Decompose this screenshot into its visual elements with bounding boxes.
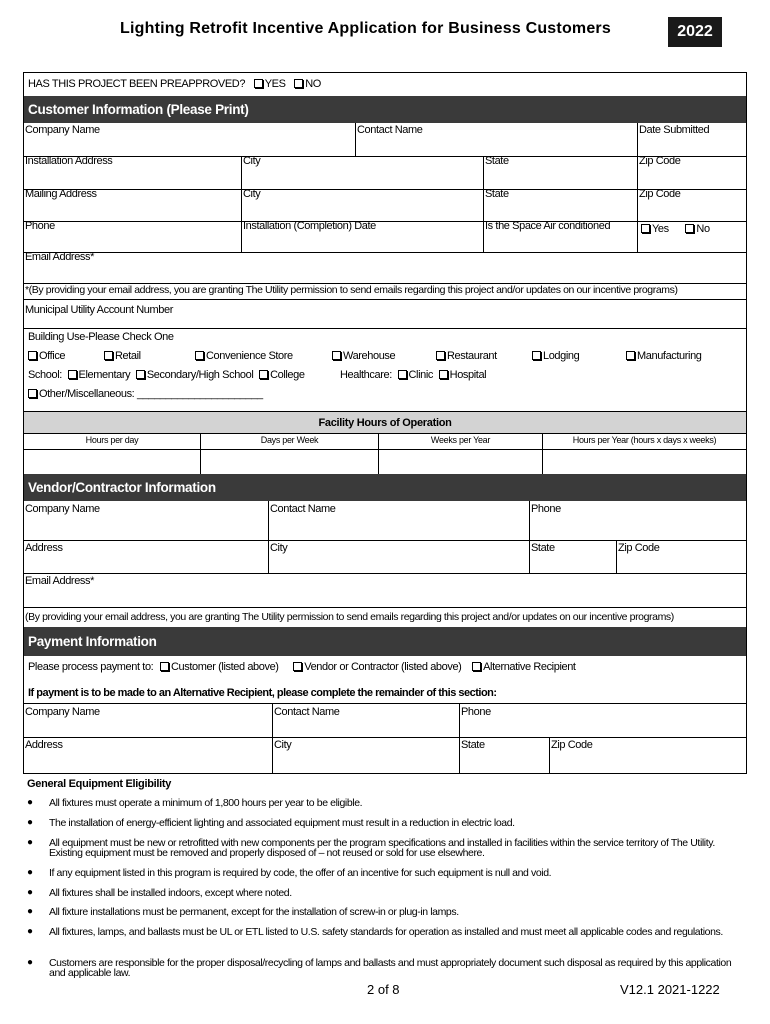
vendor-email-consent-note: (By providing your email address, you are granting The Utility permission to send emails regarding this project and/or updates on our incentive programs) bbox=[25, 611, 674, 623]
alt-phone-label: Phone bbox=[461, 706, 491, 718]
restaurant-checkbox[interactable] bbox=[436, 351, 445, 360]
bullet-icon: ● bbox=[27, 817, 33, 828]
hours-per-day-field[interactable] bbox=[25, 450, 199, 473]
bullet-icon: ● bbox=[27, 926, 33, 937]
air-conditioned-no-checkbox[interactable] bbox=[685, 224, 694, 233]
alt-state-label: State bbox=[461, 739, 485, 751]
building-use-office bbox=[28, 350, 65, 362]
eligibility-item: ● All fixture installations must be permanent, except for the installation of screw-in or plug-in lamps. bbox=[27, 906, 459, 918]
retail-checkbox[interactable] bbox=[104, 351, 113, 360]
customer-contact-field[interactable] bbox=[357, 124, 636, 155]
office-checkbox[interactable] bbox=[28, 351, 37, 360]
elementary-label: Elementary bbox=[78, 369, 131, 381]
office-label: Office bbox=[39, 350, 66, 362]
bullet-icon: ● bbox=[27, 906, 33, 917]
other-checkbox[interactable] bbox=[28, 389, 37, 398]
customer-phone-field[interactable] bbox=[25, 222, 240, 251]
secondary-school-checkbox[interactable] bbox=[136, 370, 145, 379]
air-conditioned-yes-checkbox[interactable] bbox=[641, 224, 650, 233]
vendor-phone-field[interactable] bbox=[531, 503, 745, 539]
preapproval-yes-checkbox[interactable] bbox=[254, 79, 263, 88]
customer-email-field[interactable] bbox=[25, 253, 745, 282]
manufacturing-checkbox[interactable] bbox=[626, 351, 635, 360]
manufacturing-label: Manufacturing bbox=[637, 350, 702, 362]
retail-label: Retail bbox=[115, 350, 141, 362]
eligibility-item: ● All fixtures must operate a minimum of 1,800 hours per year to be eligible. bbox=[27, 797, 363, 809]
installation-zip-label: Zip Code bbox=[639, 155, 681, 167]
bullet-icon: ● bbox=[27, 867, 33, 878]
pay-vendor-label: Vendor or Contractor (listed above) bbox=[304, 661, 462, 673]
installation-address-field[interactable] bbox=[25, 157, 240, 188]
hours-per-year-label: Hours per Year (hours x days x weeks) bbox=[572, 435, 717, 445]
alt-city-label: City bbox=[274, 739, 292, 751]
hours-per-day-label: Hours per day bbox=[85, 435, 139, 445]
building-use-warehouse bbox=[332, 350, 395, 362]
vendor-email-label: Email Address* bbox=[25, 575, 94, 587]
eligibility-item: ● Customers are responsible for the proper disposal/recycling of lamps and ballasts and must appropriately document such disposal as required by this application and applicable law. bbox=[27, 957, 732, 979]
warehouse-checkbox[interactable] bbox=[332, 351, 341, 360]
air-conditioned-yes-label: Yes bbox=[652, 223, 669, 235]
restaurant-label: Restaurant bbox=[447, 350, 497, 362]
bullet-icon: ● bbox=[27, 837, 33, 848]
vendor-zip-field[interactable] bbox=[618, 541, 745, 572]
vendor-state-field[interactable] bbox=[531, 541, 615, 572]
eligibility-item: ● If any equipment listed in this program is required by code, the offer of an incentive for such equipment is null and void. bbox=[27, 867, 552, 879]
eligibility-item: ● The installation of energy-efficient lighting and associated equipment must result in a reduction in electric load. bbox=[27, 817, 515, 829]
air-conditioned-label: Is the Space Air conditioned bbox=[485, 220, 611, 232]
clinic-label: Clinic bbox=[408, 369, 434, 381]
installation-state-field[interactable] bbox=[485, 157, 636, 188]
mailing-address-field[interactable] bbox=[25, 190, 240, 220]
page-number: 2 of 8 bbox=[367, 982, 400, 997]
days-per-week-field[interactable] bbox=[202, 450, 377, 473]
mailing-state-label: State bbox=[485, 188, 509, 200]
mailing-state-field[interactable] bbox=[485, 190, 636, 220]
preapproval-yes-label: YES bbox=[264, 78, 286, 90]
preapproval-question: HAS THIS PROJECT BEEN PREAPPROVED? bbox=[28, 78, 246, 90]
bullet-icon: ● bbox=[27, 957, 33, 968]
alt-zip-label: Zip Code bbox=[551, 739, 593, 751]
healthcare-label: Healthcare: bbox=[340, 369, 392, 381]
installation-zip-field[interactable] bbox=[639, 157, 744, 188]
air-conditioned-no-label: No bbox=[696, 223, 710, 235]
alt-contact-field[interactable] bbox=[274, 705, 458, 736]
customer-company-label: Company Name bbox=[25, 124, 100, 136]
vendor-phone-label: Phone bbox=[531, 503, 561, 515]
vendor-state-label: State bbox=[531, 542, 555, 554]
mailing-zip-field[interactable] bbox=[639, 190, 744, 220]
installation-address-label: Installation Address bbox=[25, 155, 113, 167]
alt-city-field[interactable] bbox=[274, 738, 458, 773]
customer-section-header: Customer Information (Please Print) bbox=[24, 96, 746, 123]
mailing-zip-label: Zip Code bbox=[639, 188, 681, 200]
hours-per-year-field[interactable] bbox=[544, 450, 745, 473]
eligibility-title: General Equipment Eligibility bbox=[27, 778, 172, 790]
school-label: School: bbox=[28, 369, 62, 381]
alt-state-field[interactable] bbox=[461, 738, 548, 773]
secondary-school-label: Secondary/High School bbox=[146, 369, 254, 381]
version-label: V12.1 2021-1222 bbox=[620, 982, 720, 997]
building-use-retail bbox=[104, 350, 141, 362]
mailing-address-label: Mailing Address bbox=[25, 188, 97, 200]
vendor-company-label: Company Name bbox=[25, 503, 100, 515]
school-options bbox=[28, 369, 305, 381]
payment-prompt: Please process payment to: bbox=[28, 661, 154, 673]
preapproval-no-label: NO bbox=[305, 78, 321, 90]
alt-zip-field[interactable] bbox=[551, 738, 745, 773]
customer-company-field[interactable] bbox=[25, 124, 354, 155]
eligibility-item: ● All fixtures, lamps, and ballasts must be UL or ETL listed to U.S. safety standards for operation as installed and must meet all applicable codes and regulations. bbox=[27, 926, 723, 938]
alt-phone-field[interactable] bbox=[461, 705, 745, 736]
vendor-zip-label: Zip Code bbox=[618, 542, 660, 554]
eligibility-item: ● All equipment must be new or retrofitted with new components per the program specifications and installed in facilities within the service territory of The Utility. Existing equipment must be removed and properly disposed of – not reused or sold for use elsewhere. bbox=[27, 837, 715, 859]
building-use-manufacturing bbox=[626, 350, 702, 362]
application-form bbox=[23, 72, 747, 774]
payment-section-header: Payment Information bbox=[24, 627, 746, 656]
hospital-label: Hospital bbox=[449, 369, 487, 381]
customer-phone-label: Phone bbox=[25, 220, 55, 232]
hospital-checkbox[interactable] bbox=[439, 370, 448, 379]
date-submitted-field[interactable] bbox=[639, 124, 744, 155]
eligibility-item: ● All fixtures shall be installed indoors, except where noted. bbox=[27, 887, 292, 899]
lodging-checkbox[interactable] bbox=[532, 351, 541, 360]
vendor-address-field[interactable] bbox=[25, 541, 267, 572]
vendor-company-field[interactable] bbox=[25, 503, 267, 539]
installation-date-field[interactable] bbox=[243, 222, 482, 251]
weeks-per-year-label: Weeks per Year bbox=[430, 435, 491, 445]
vendor-address-label: Address bbox=[25, 542, 63, 554]
lodging-label: Lodging bbox=[543, 350, 580, 362]
vendor-contact-field[interactable] bbox=[270, 503, 528, 539]
convenience-store-checkbox[interactable] bbox=[195, 351, 204, 360]
alt-company-field[interactable] bbox=[25, 705, 271, 736]
customer-email-label: Email Address* bbox=[25, 251, 94, 263]
clinic-checkbox[interactable] bbox=[398, 370, 407, 379]
healthcare-options bbox=[340, 369, 486, 381]
installation-city-field[interactable] bbox=[243, 157, 482, 188]
vendor-email-field[interactable] bbox=[25, 574, 745, 606]
other-label[interactable]: Other/Miscellaneous: ______________________ bbox=[39, 388, 263, 400]
utility-account-field[interactable] bbox=[25, 300, 745, 327]
facility-hours-header: Facility Hours of Operation bbox=[24, 411, 746, 434]
customer-contact-label: Contact Name bbox=[357, 124, 423, 136]
mailing-city-field[interactable] bbox=[243, 190, 482, 220]
payment-options-row bbox=[28, 661, 576, 673]
utility-account-label: Municipal Utility Account Number bbox=[25, 304, 173, 316]
installation-city-label: City bbox=[243, 155, 261, 167]
college-checkbox[interactable] bbox=[259, 370, 268, 379]
preapproval-no-checkbox[interactable] bbox=[294, 79, 303, 88]
weeks-per-year-field[interactable] bbox=[380, 450, 541, 473]
installation-state-label: State bbox=[485, 155, 509, 167]
air-conditioned-options bbox=[641, 223, 710, 235]
building-use-title: Building Use-Please Check One bbox=[28, 331, 174, 343]
pay-vendor-checkbox[interactable] bbox=[293, 662, 302, 671]
vendor-city-label: City bbox=[270, 542, 288, 554]
elementary-checkbox[interactable] bbox=[68, 370, 77, 379]
alternative-recipient-note: If payment is to be made to an Alternative Recipient, please complete the remainder of this section: bbox=[28, 687, 497, 699]
pay-alternative-label: Alternative Recipient bbox=[483, 661, 576, 673]
building-use-lodging bbox=[532, 350, 579, 362]
date-submitted-label: Date Submitted bbox=[639, 124, 710, 136]
alt-company-label: Company Name bbox=[25, 706, 100, 718]
alt-address-field[interactable] bbox=[25, 738, 271, 773]
installation-date-label: Installation (Completion) Date bbox=[243, 220, 376, 232]
document-title: Lighting Retrofit Incentive Application for Business Customers bbox=[120, 20, 611, 37]
alt-contact-label: Contact Name bbox=[274, 706, 340, 718]
pay-alternative-checkbox[interactable] bbox=[472, 662, 481, 671]
building-use-convenience bbox=[195, 350, 293, 362]
college-label: College bbox=[270, 369, 305, 381]
preapproval-row bbox=[28, 78, 321, 90]
days-per-week-label: Days per Week bbox=[260, 435, 319, 445]
vendor-contact-label: Contact Name bbox=[270, 503, 336, 515]
convenience-store-label: Convenience Store bbox=[206, 350, 293, 362]
alt-address-label: Address bbox=[25, 739, 63, 751]
bullet-icon: ● bbox=[27, 797, 33, 808]
bullet-icon: ● bbox=[27, 887, 33, 898]
pay-customer-checkbox[interactable] bbox=[160, 662, 169, 671]
building-use-restaurant bbox=[436, 350, 497, 362]
vendor-section-header: Vendor/Contractor Information bbox=[24, 474, 746, 501]
pay-customer-label: Customer (listed above) bbox=[171, 661, 279, 673]
customer-email-consent-note: *(By providing your email address, you are granting The Utility permission to send emails regarding this project and/or updates on our incentive programs) bbox=[25, 284, 678, 296]
warehouse-label: Warehouse bbox=[343, 350, 396, 362]
mailing-city-label: City bbox=[243, 188, 261, 200]
other-option bbox=[28, 388, 263, 400]
year-badge: 2022 bbox=[668, 17, 722, 47]
vendor-city-field[interactable] bbox=[270, 541, 528, 572]
